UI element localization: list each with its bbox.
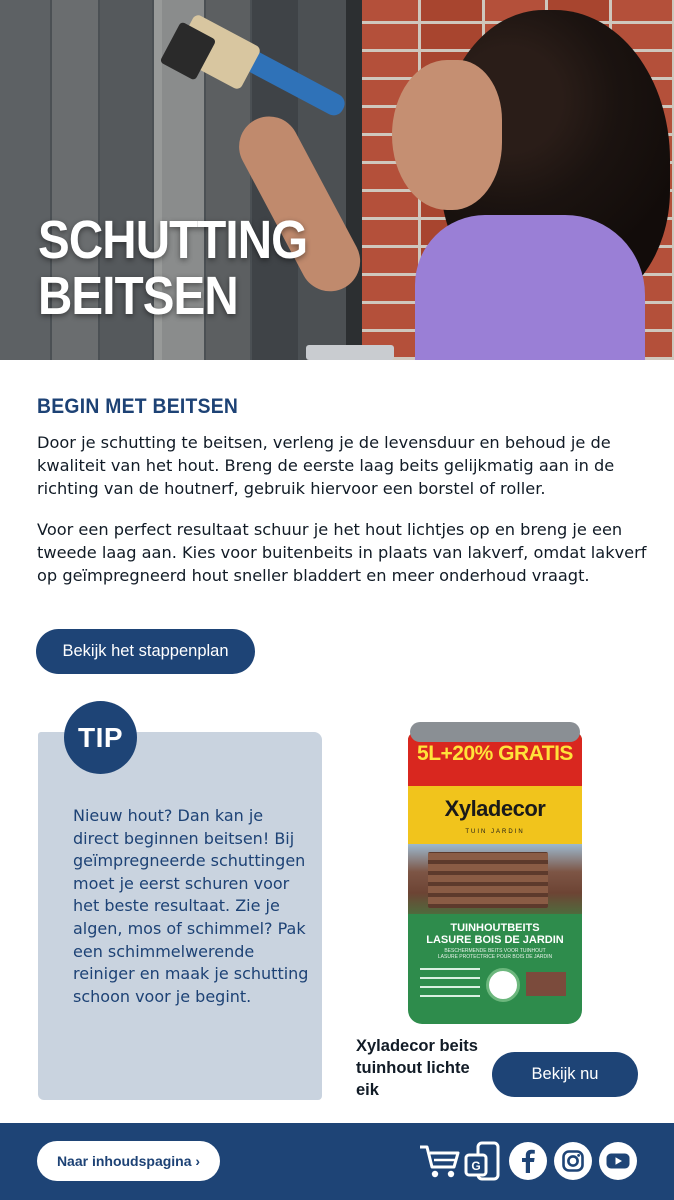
product-name: Xyladecor beits tuinhout lichte eik (356, 1037, 478, 1099)
section-heading: BEGIN MET BEITSEN (37, 395, 239, 418)
product-can (408, 732, 582, 1024)
hero-title-line2: BEITSEN (38, 266, 238, 326)
product-brand: Xyladecor (444, 796, 546, 821)
youtube-icon[interactable] (599, 1142, 637, 1180)
fence-photo-planks (428, 852, 548, 908)
tip-text: Nieuw hout? Dan kan je direct beginnen beitsen! Bij geïmpregneerde schuttingen moet je eerst schuren voor het beste resultaat. Zie je algen, mos of schimmel? Pak een schimmelwerende reiniger en maak je schutting schoon voor je begint. (73, 806, 309, 1006)
hero-title-line1: SCHUTTING (38, 210, 308, 270)
paint-can-image (306, 345, 394, 360)
person-face-image (392, 60, 502, 210)
product-label-title: TUINHOUTBEITS LASURE BOIS DE JARDIN (426, 922, 564, 946)
product-feature-lines (420, 968, 480, 1004)
product-can-rim (410, 722, 580, 742)
mobile-app-icon[interactable] (464, 1141, 504, 1181)
contents-page-button[interactable]: Naar inhoudspagina › (37, 1141, 220, 1181)
hero-title (38, 212, 307, 324)
tip-badge: TIP (64, 701, 137, 774)
svg-text:G: G (471, 1159, 481, 1173)
pole-image (346, 0, 362, 360)
instagram-icon[interactable] (554, 1142, 592, 1180)
cart-icon[interactable] (418, 1141, 462, 1181)
intro-paragraph-1: Door je schutting te beitsen, verleng je de levensduur en behoud je de kwaliteit van het hout. Breng de eerste laag beits gelijkmatig aan in de richting van de houtnerf, gebruik hiervoor een borstel of roller. (37, 433, 615, 498)
person-shirt-image (415, 215, 645, 360)
product-subbrand: TUIN JARDIN (465, 829, 525, 835)
facebook-icon[interactable] (509, 1142, 547, 1180)
hero-banner (0, 0, 674, 360)
product-image[interactable] (404, 718, 586, 1026)
intro-paragraph-2: Voor een perfect resultaat schuur je het hout lichtjes op en breng je een tweede laag aan. Kies voor buitenbeits in plaats van lakverf, omdat lakverf op geïmpregneerd hout sneller bladdert en meer onderhoud vraagt. (37, 520, 647, 585)
color-swatch (526, 972, 566, 996)
view-steps-button[interactable]: Bekijk het stappenplan (36, 629, 255, 674)
view-product-button[interactable]: Bekijk nu (492, 1052, 638, 1097)
product-label-small: BESCHERMENDE BEITS VOOR TUINHOUT LASURE PROTECTRICE POUR BOIS DE JARDIN (437, 948, 553, 960)
product-promo: 5L+20% GRATIS (417, 742, 573, 765)
product-seal-icon (486, 968, 520, 1002)
